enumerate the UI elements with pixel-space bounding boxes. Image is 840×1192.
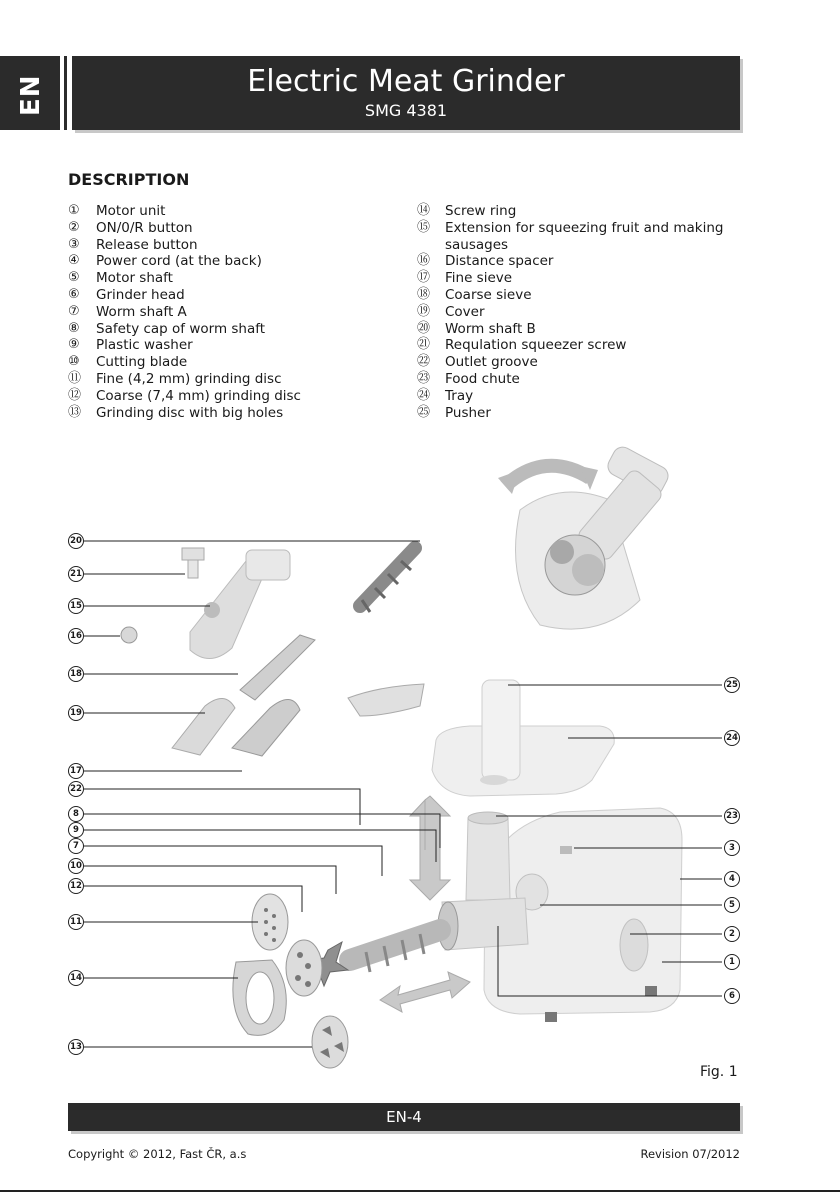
sausage-attachment (190, 550, 290, 659)
document-title: Electric Meat Grinder (247, 64, 565, 99)
part-number: ② (68, 219, 80, 235)
part-number: ㉒ (417, 354, 431, 370)
callout-number: 8 (68, 806, 84, 822)
page-number: EN-4 (386, 1108, 422, 1126)
parts-list-item (68, 220, 398, 237)
parts-list-item (417, 321, 747, 338)
part-name: Cutting blade (96, 354, 188, 371)
regulation-screw (182, 548, 204, 578)
parts-list-item (68, 321, 398, 338)
part-name: Cover (445, 303, 485, 320)
part-number: ⑫ (68, 387, 82, 403)
part-number: ⑲ (417, 303, 431, 319)
leader-line (84, 866, 336, 894)
callout-number: 3 (724, 840, 740, 856)
callout-number: 4 (724, 871, 740, 887)
part-name: Motor unit (96, 203, 166, 219)
callout-number: 9 (68, 822, 84, 838)
part-name: Grinding disc with big holes (96, 404, 284, 421)
part-number: ㉔ (417, 387, 431, 403)
coarse-sieve (240, 635, 315, 700)
part-number: ⑯ (417, 253, 431, 269)
fine-sieve (232, 699, 300, 756)
part-number: ⑮ (417, 219, 431, 235)
cover (172, 698, 235, 755)
outlet-groove (348, 684, 424, 716)
parts-list-item (68, 237, 398, 254)
callout-number: 5 (724, 897, 740, 913)
callout-number: 10 (68, 858, 84, 874)
part-name: Tray (445, 387, 474, 404)
distance-spacer (121, 627, 137, 643)
exploded-diagram (0, 440, 840, 1090)
parts-list-item (417, 354, 747, 371)
part-name: Extension for squeezing fruit and making sausages (445, 219, 724, 253)
parts-list-item (68, 405, 398, 422)
parts-list-right (417, 203, 747, 421)
part-number: ⑧ (68, 320, 80, 336)
part-number: ④ (68, 253, 80, 269)
leader-line (84, 814, 440, 848)
parts-list-item (68, 354, 398, 371)
language-code: EN (16, 74, 46, 116)
part-name: ON/0/R button (96, 219, 193, 236)
part-number: ① (68, 203, 80, 218)
callout-number: 22 (68, 781, 84, 797)
parts-list-item (68, 337, 398, 354)
part-number: ⑪ (68, 370, 82, 386)
part-name: Screw ring (445, 203, 517, 219)
callout-number: 11 (68, 914, 84, 930)
part-number: ⑳ (417, 320, 431, 336)
leader-line (84, 846, 382, 876)
parts-list-item (68, 304, 398, 321)
worm-shaft-b (360, 548, 415, 612)
part-number: ⑨ (68, 337, 80, 353)
part-number: ⑦ (68, 303, 80, 319)
language-tab (0, 56, 60, 130)
part-name: Fine (4,2 mm) grinding disc (96, 370, 282, 387)
big-holes-disc (312, 1016, 348, 1068)
part-number: ⑩ (68, 354, 80, 370)
leader-line (84, 789, 360, 825)
parts-list-item (68, 371, 398, 388)
callout-number: 23 (724, 808, 740, 824)
part-name: Safety cap of worm shaft (96, 320, 266, 337)
parts-list-item (68, 388, 398, 405)
parts-list-item (417, 337, 747, 354)
callout-number: 12 (68, 878, 84, 894)
parts-list-item (68, 287, 398, 304)
coarse-grinding-disc (286, 940, 322, 996)
parts-list-item (417, 203, 747, 220)
vertical-assembly-arrow (410, 796, 450, 900)
part-number: ⑰ (417, 270, 431, 286)
part-number: ㉑ (417, 337, 431, 353)
callout-number: 6 (724, 988, 740, 1004)
section-title: DESCRIPTION (68, 170, 190, 189)
part-number: ㉕ (417, 404, 431, 420)
parts-list-item (417, 304, 747, 321)
part-number: ㉓ (417, 370, 431, 386)
model-number: SMG 4381 (364, 101, 448, 120)
callout-number: 13 (68, 1039, 84, 1055)
parts-list-item (417, 270, 747, 287)
part-name: Motor shaft (96, 270, 173, 287)
parts-list-item (417, 220, 747, 254)
page-number-bar (68, 1103, 740, 1131)
parts-list-item (68, 270, 398, 287)
worm-shaft-a (350, 930, 440, 972)
part-name: Release button (96, 236, 198, 253)
callout-number: 25 (724, 677, 740, 693)
part-name: Outlet groove (445, 354, 538, 371)
parts-list-item (417, 405, 747, 422)
horizontal-assembly-arrow (380, 972, 470, 1012)
part-name: Requlation squeezer screw (445, 337, 627, 354)
parts-list-item (417, 287, 747, 304)
callout-number: 15 (68, 598, 84, 614)
part-name: Pusher (445, 404, 491, 421)
part-number: ③ (68, 236, 80, 252)
part-number: ⑬ (68, 404, 82, 420)
part-name: Power cord (at the back) (96, 253, 262, 270)
callout-number: 18 (68, 666, 84, 682)
tab-divider (64, 56, 67, 130)
copyright: Copyright © 2012, Fast ČR, a.s (68, 1147, 247, 1161)
part-name: Worm shaft A (96, 303, 187, 320)
part-number: ⑥ (68, 286, 80, 302)
part-name: Food chute (445, 370, 520, 387)
callout-number: 1 (724, 954, 740, 970)
part-name: Distance spacer (445, 253, 554, 270)
callout-number: 14 (68, 970, 84, 986)
part-number: ⑤ (68, 270, 80, 286)
parts-list-item (417, 388, 747, 405)
part-number: ⑭ (417, 203, 431, 218)
part-number: ⑱ (417, 286, 431, 302)
parts-list-item (68, 203, 398, 220)
parts-list-item (417, 371, 747, 388)
part-name: Worm shaft B (445, 320, 536, 337)
callout-number: 24 (724, 730, 740, 746)
revision: Revision 07/2012 (640, 1147, 740, 1161)
callout-number: 17 (68, 763, 84, 779)
figure-label: Fig. 1 (700, 1064, 738, 1080)
part-name: Coarse (7,4 mm) grinding disc (96, 387, 301, 404)
title-banner (72, 56, 740, 130)
parts-list-item (417, 253, 747, 270)
part-name: Plastic washer (96, 337, 193, 354)
callout-number: 2 (724, 926, 740, 942)
screw-ring (233, 960, 286, 1035)
head-rotation-illustration (498, 444, 672, 629)
parts-list-item (68, 253, 398, 270)
callout-number: 21 (68, 566, 84, 582)
callout-number: 20 (68, 533, 84, 549)
part-name: Fine sieve (445, 270, 513, 287)
part-name: Coarse sieve (445, 286, 532, 303)
parts-list-left (68, 203, 398, 421)
callout-number: 19 (68, 705, 84, 721)
callout-number: 16 (68, 628, 84, 644)
callout-number: 7 (68, 838, 84, 854)
part-name: Grinder head (96, 286, 185, 303)
